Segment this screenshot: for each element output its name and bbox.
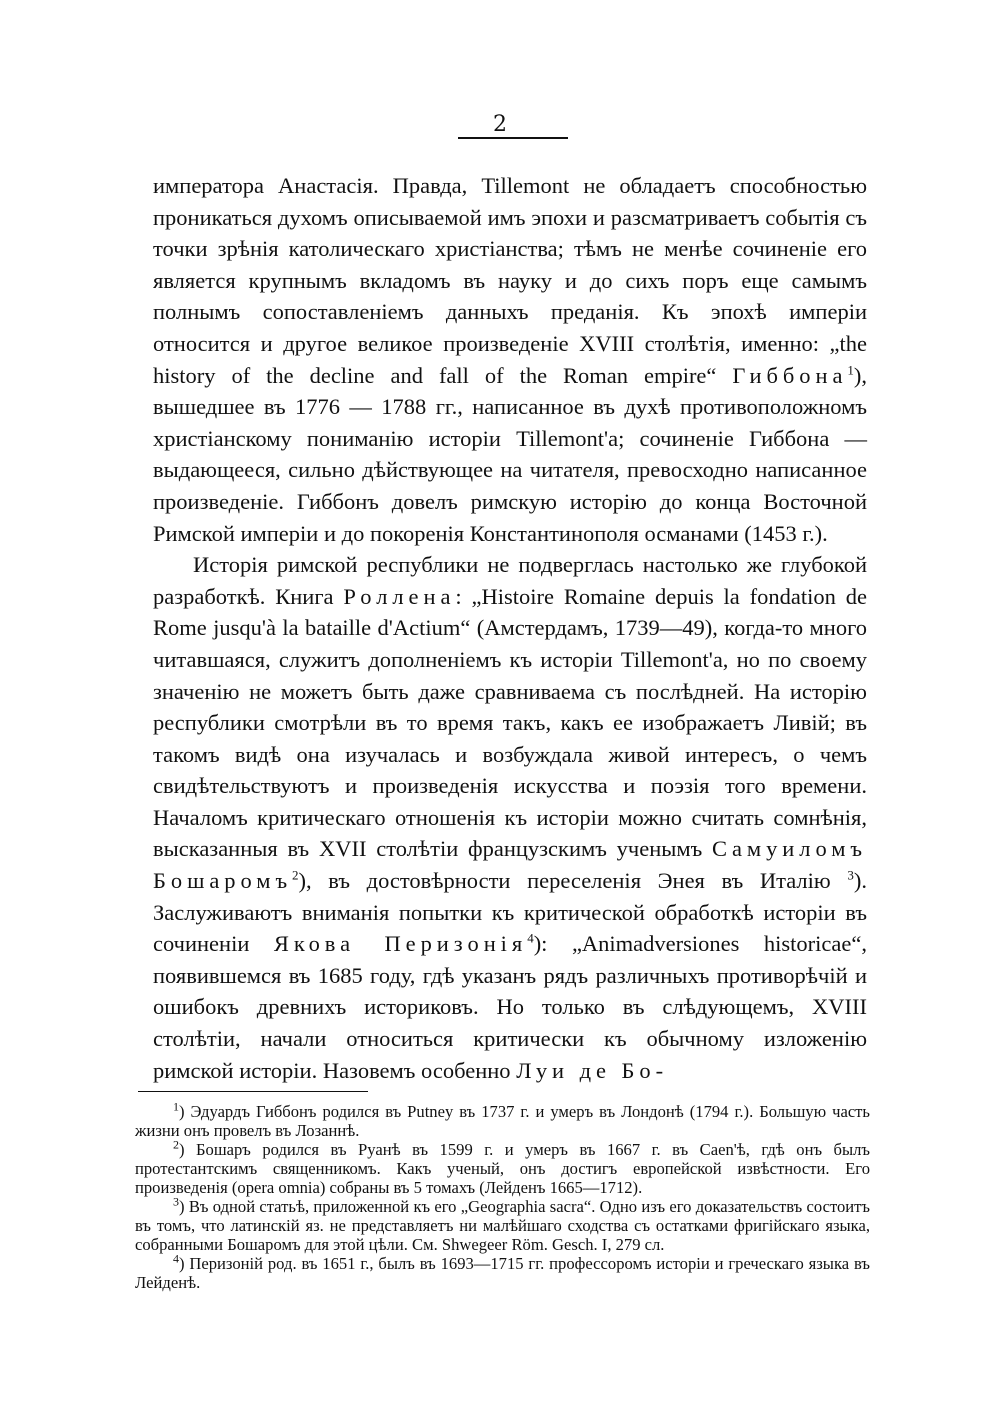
footnote-ref-1: 1 (847, 362, 854, 378)
paragraph-2-text-c: ), въ достовѣрности переселенія Энея въ Италію (298, 868, 831, 894)
footnote-2 (135, 1137, 870, 1197)
footnote-ref-4: 4 (527, 930, 534, 946)
footnote-3 (135, 1194, 870, 1254)
author-louis: Луи де Бо- (516, 1057, 669, 1083)
footnote-ref-2: 2 (292, 867, 299, 883)
footnote-3-mark: 3 (173, 1194, 179, 1209)
author-rollin: Роллена (343, 583, 456, 609)
footnote-1 (135, 1099, 870, 1140)
paragraph-1-text-a: императора Анастасія. Правда, Tillemont не обладаетъ способностью проникаться духомъ описываемой имъ эпохи и разсматриваетъ событія съ точки зрѣнія католическаго христіанства; тѣмъ не менѣе сочиненіе его является крупнымъ вкладомъ въ науку и до сихъ поръ еще самымъ полнымъ сопоставленіемъ данныхъ преданія. Къ эпохѣ имперіи относится и другое великое произведеніе XVIII столѣтія, именно: „the history of the decline and fall of the Roman empire“ (153, 173, 867, 388)
footnote-4-text: ) Перизоній род. въ 1651 г., былъ въ 1693—1715 гг. профессоромъ исторіи и греческаго языка въ Лейденѣ. (135, 1254, 870, 1292)
footnotes (135, 1099, 870, 1292)
paragraph-2-text-e: ): „Animadversiones historicae“, появившемся въ 1685 году, гдѣ указанъ рядъ различныхъ противорѣчій и ошибокъ древнихъ историковъ. Но только въ слѣдующемъ, XVIII столѣтіи, начали относиться критически къ обычному изложенію римской исторіи. Назовемъ особенно (153, 931, 867, 1083)
paragraph-2-text-b: : „Histoire Romaine depuis la fondation de Rome jusqu'à la bataille d'Actium“ (Амстердамъ, 1739—49), когда-то много читавшаяся, служитъ дополненіемъ къ исторіи Tillemont'a, но по своему значенію не можетъ быть даже сравниваема съ послѣдней. На исторію республики смотрѣли въ то время такъ, какъ ее изображаетъ Ливій; въ такомъ видѣ она изучалась и возбуждала живой интересъ, о чемъ свидѣтельствуютъ и произведенія искусства и поэзія того времени. Началомъ критическаго отношенія къ исторіи можно считать сомнѣнія, высказанныя въ XVII столѣтіи французскимъ ученымъ (153, 583, 867, 862)
author-perizonius: Якова Перизонія (273, 931, 528, 957)
footnote-3-text: ) Въ одной статьѣ, приложенной къ его „Geographia sacra“. Одно изъ его доказательствъ состоитъ въ томъ, что латинскій яз. не представляетъ ни малѣйшаго сходства съ остатками фригійскаго языка, собранными Бошаромъ для этой цѣли. См. Shwegeer Röm. Gesch. I, 279 сл. (135, 1197, 870, 1254)
footnote-separator (138, 1091, 368, 1092)
author-bochart: Самуиломъ Бошаромъ (153, 836, 867, 894)
main-text (153, 170, 867, 1086)
paragraph-2-text-a: Исторія римской республики не подверглась настолько же глубокой разработкѣ. Книга (153, 552, 867, 609)
footnote-1-text: ) Эдуардъ Гиббонъ родился въ Putney въ 1737 г. и умеръ въ Лондонѣ (1794 г.). Большую часть жизни онъ провелъ въ Лозаннѣ. (135, 1102, 870, 1140)
paragraph-2-text-d: ). Заслуживаютъ вниманія попытки къ критической обработкѣ исторіи въ сочиненіи (153, 868, 868, 957)
page-number-underline (458, 137, 568, 139)
paragraph-1 (153, 170, 867, 549)
page-number: 2 (493, 112, 507, 137)
footnote-4-mark: 4 (173, 1251, 179, 1266)
author-gibbon: Гиббона (732, 362, 848, 388)
paragraph-1-text-b: ), вышедшее въ 1776 — 1788 гг., написанное въ духѣ противоположномъ христіанскому пониманію исторіи Tillemont'a; сочиненіе Гиббона — выдающееся, сильно дѣйствующее на читателя, превосходно написанное произведеніе. Гиббонъ довелъ римскую исторію до конца Восточной Римской имперіи и до покоренія Константинополя османами (1453 г.). (153, 362, 868, 546)
footnote-1-mark: 1 (173, 1099, 179, 1114)
footnote-ref-3: 3 (847, 867, 854, 883)
footnote-2-text: ) Бошаръ родился въ Руанѣ въ 1599 г. и умеръ въ 1667 г. въ Caen'ѣ, гдѣ онъ былъ протестантскимъ священникомъ. Какъ ученый, онъ достигъ европейской извѣстности. Его произведенія (opera omnia) собраны въ 5 томахъ (Лейденъ 1665—1712). (135, 1140, 870, 1197)
footnote-4 (135, 1251, 870, 1292)
paragraph-2 (153, 549, 867, 1086)
footnote-2-mark: 2 (173, 1137, 179, 1152)
